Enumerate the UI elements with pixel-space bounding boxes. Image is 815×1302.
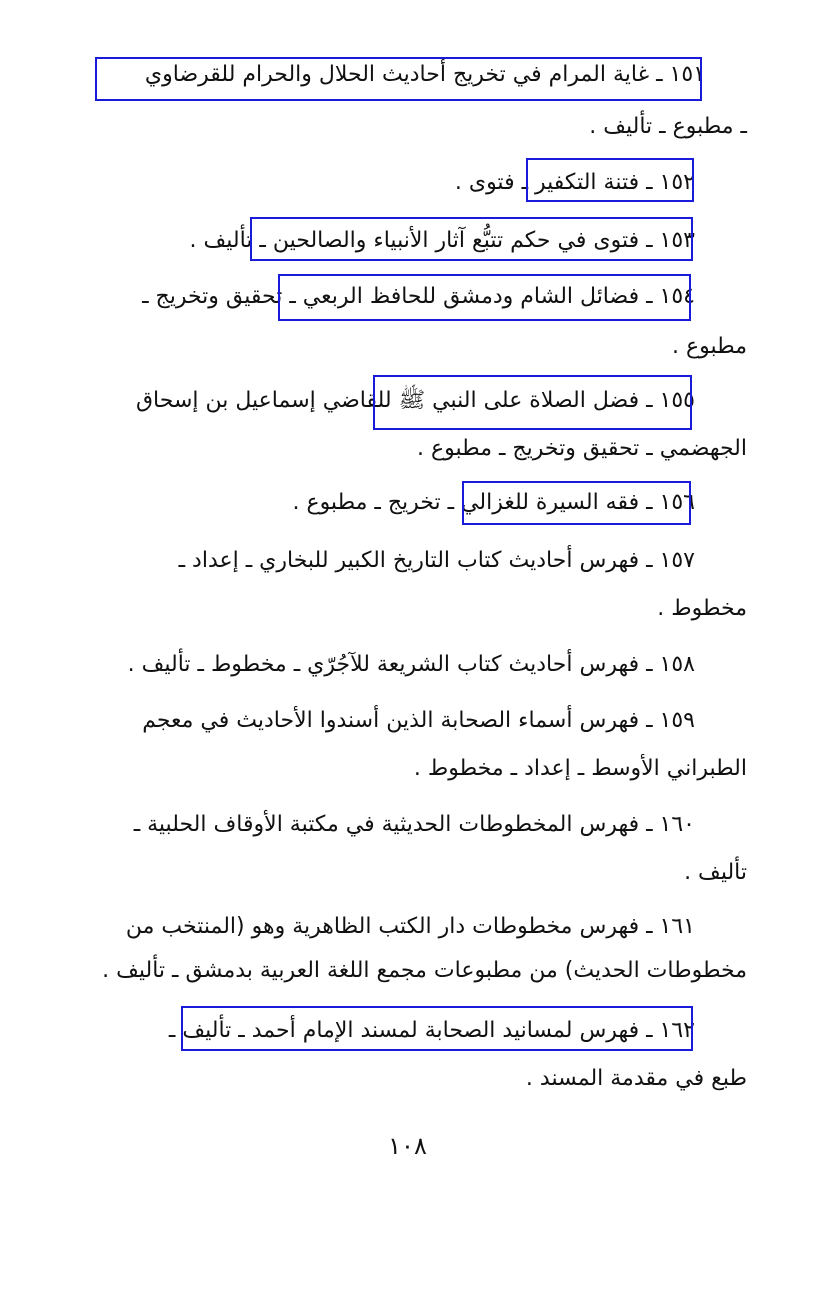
- page-number: ١٠٨: [388, 1132, 427, 1160]
- entry-155-line-1: ١٥٥ ـ فضل الصلاة على النبي ﷺ للقاضي إسماعيل بن إسحاق: [135, 388, 695, 413]
- entry-159-line-2: الطبراني الأوسط ـ إعداد ـ مخطوط .: [413, 756, 747, 781]
- entry-161-line-1: ١٦١ ـ فهرس مخطوطات دار الكتب الظاهرية وهو (المنتخب من: [125, 914, 695, 939]
- entry-159-line-1: ١٥٩ ـ فهرس أسماء الصحابة الذين أسندوا الأحاديث في معجم: [142, 708, 695, 733]
- entry-156-line-1: ١٥٦ ـ فقه السيرة للغزالي ـ تخريج ـ مطبوع .: [292, 490, 695, 515]
- entry-151-line-2: ـ مطبوع ـ تأليف .: [589, 114, 747, 139]
- entry-151-line-1: ١٥١ ـ غاية المرام في تخريج أحاديث الحلال والحرام للقرضاوي: [144, 62, 705, 87]
- highlight-box-155: [373, 375, 692, 430]
- entry-152-line-1: ١٥٢ ـ فتنة التكفير ـ فتوى .: [454, 170, 695, 195]
- entry-154-line-2: مطبوع .: [672, 334, 747, 359]
- entry-153-line-1: ١٥٣ ـ فتوى في حكم تتبُّع آثار الأنبياء والصالحين ـ تأليف .: [189, 228, 695, 253]
- entry-161-line-2: مخطوطات الحديث) من مطبوعات مجمع اللغة العربية بدمشق ـ تأليف .: [102, 958, 747, 983]
- highlight-box-152: [526, 158, 694, 202]
- highlight-box-154: [278, 274, 691, 321]
- entry-154-line-1: ١٥٤ ـ فضائل الشام ودمشق للحافظ الربعي ـ تحقيق وتخريج ـ: [142, 284, 695, 309]
- entry-162-line-2: طبع في مقدمة المسند .: [525, 1066, 747, 1091]
- entry-157-line-1: ١٥٧ ـ فهرس أحاديث كتاب التاريخ الكبير للبخاري ـ إعداد ـ: [178, 548, 695, 573]
- entry-157-line-2: مخطوط .: [657, 596, 747, 621]
- entry-160-line-1: ١٦٠ ـ فهرس المخطوطات الحديثية في مكتبة الأوقاف الحلبية ـ: [133, 812, 695, 837]
- entry-160-line-2: تأليف .: [684, 860, 747, 885]
- entry-155-line-2: الجهضمي ـ تحقيق وتخريج ـ مطبوع .: [417, 436, 747, 461]
- highlight-box-153: [250, 217, 693, 261]
- highlight-box-151: [95, 57, 702, 101]
- highlight-box-156: [462, 481, 691, 525]
- entry-158-line-1: ١٥٨ ـ فهرس أحاديث كتاب الشريعة للآجُرّي ـ مخطوط ـ تأليف .: [127, 652, 695, 677]
- highlight-box-162: [181, 1006, 693, 1051]
- entry-162-line-1: ١٦٢ ـ فهرس لمسانيد الصحابة لمسند الإمام أحمد ـ تأليف ـ: [168, 1018, 695, 1043]
